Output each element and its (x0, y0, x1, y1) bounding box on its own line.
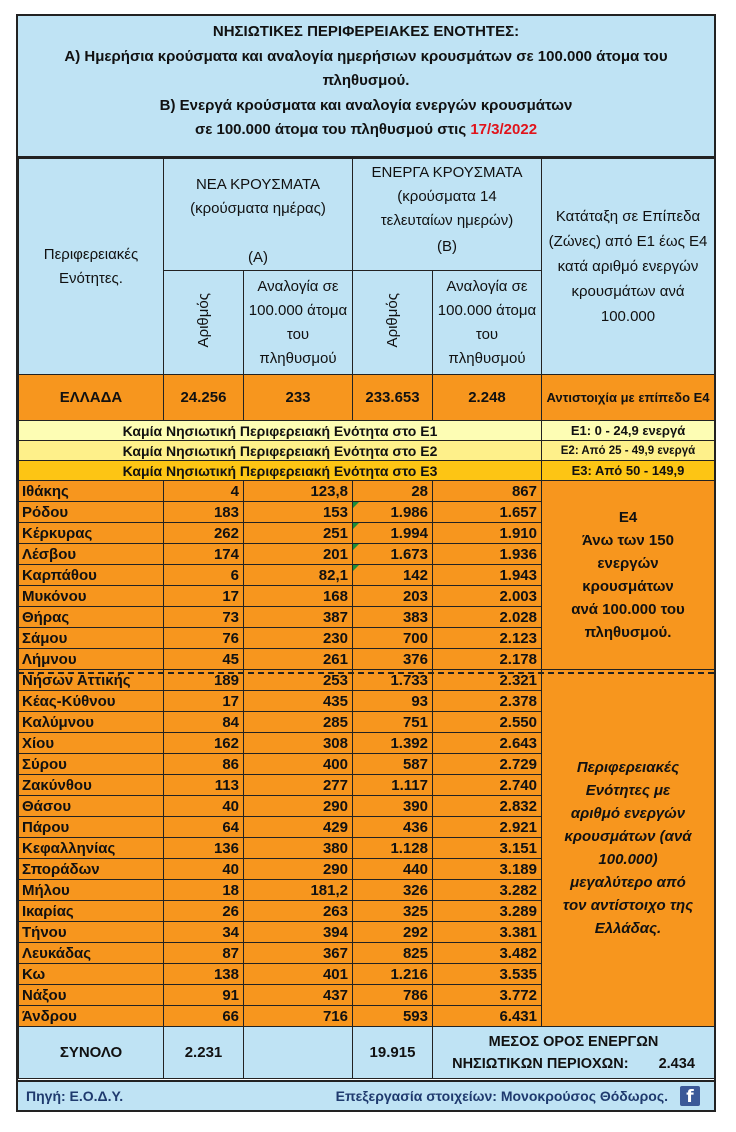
new-ratio-value: 437 (244, 985, 353, 1006)
new-cases-value: 45 (164, 649, 244, 670)
greece-active-ratio: 2.248 (433, 375, 542, 421)
new-ratio-value: 181,2 (244, 880, 353, 901)
new-cases-value: 183 (164, 502, 244, 523)
greece-name: ΕΛΛΑΔΑ (19, 375, 164, 421)
active-cases-value: 325 (353, 901, 433, 922)
level-row-e1 (19, 421, 715, 441)
new-cases-value: 17 (164, 586, 244, 607)
active-cases-value: 326 (353, 880, 433, 901)
active-ratio-value: 2.123 (433, 628, 542, 649)
region-name: Μήλου (19, 880, 164, 901)
new-cases-value: 40 (164, 859, 244, 880)
active-cases-value: 1.392 (353, 733, 433, 754)
total-active: 19.915 (353, 1027, 433, 1079)
active-cases-value: 93 (353, 691, 433, 712)
level-e1-range: Ε1: 0 - 24,9 ενεργά (542, 421, 715, 441)
new-cases-value: 73 (164, 607, 244, 628)
active-cases-value: 1.117 (353, 775, 433, 796)
comment-marker-icon (353, 523, 359, 529)
new-cases-value: 162 (164, 733, 244, 754)
total-new: 2.231 (164, 1027, 244, 1079)
region-name: Λευκάδας (19, 943, 164, 964)
active-cases-value: 593 (353, 1006, 433, 1027)
new-ratio-value: 201 (244, 544, 353, 565)
new-ratio-value: 429 (244, 817, 353, 838)
header-box (18, 16, 714, 158)
new-ratio-value: 230 (244, 628, 353, 649)
region-name: Κέρκυρας (19, 523, 164, 544)
col-region-header: Περιφερειακές Ενότητες. (19, 159, 164, 375)
active-cases-value: 587 (353, 754, 433, 775)
header-line-2: Α) Ημερήσια κρούσματα και αναλογία ημερήσιων κρουσμάτων σε 100.000 άτομα του (64, 47, 668, 65)
region-name: Θήρας (19, 607, 164, 628)
header-line-4: Β) Ενεργά κρούσματα και αναλογία ενεργών κρουσμάτων (159, 96, 573, 114)
footer-bar (18, 1080, 714, 1110)
region-name: Ικαρίας (19, 901, 164, 922)
active-cases-value: 376 (353, 649, 433, 670)
new-cases-value: 40 (164, 796, 244, 817)
col-zones-header: Κατάταξη σε Επίπεδα (Ζώνες) από Ε1 έως Ε4 κατά αριθμό ενεργών κρουσμάτων ανά 100.000 (542, 159, 715, 375)
average-line-2 (433, 1053, 714, 1075)
new-cases-value: 262 (164, 523, 244, 544)
active-cases-value: 390 (353, 796, 433, 817)
average-label-2: ΝΗΣΙΩΤΙΚΩΝ ΠΕΡΙΟΧΩΝ: (452, 1055, 629, 1072)
active-cases-value: 825 (353, 943, 433, 964)
new-ratio-value: 367 (244, 943, 353, 964)
new-ratio-value: 153 (244, 502, 353, 523)
active-ratio-value: 1.910 (433, 523, 542, 544)
average-active-box (433, 1027, 715, 1079)
new-cases-value: 66 (164, 1006, 244, 1027)
active-ratio-value: 2.550 (433, 712, 542, 733)
new-ratio-value: 277 (244, 775, 353, 796)
covid-islands-sheet (16, 14, 716, 1112)
comment-marker-icon (353, 502, 359, 508)
col-new-cases-header (164, 159, 353, 271)
active-ratio-value: 6.431 (433, 1006, 542, 1027)
region-name: Λήμνου (19, 649, 164, 670)
region-name: Καλύμνου (19, 712, 164, 733)
active-subtitle: (κρούσματα 14 τελευταίων ημερών) (380, 188, 514, 229)
active-ratio-value: 2.729 (433, 754, 542, 775)
cases-table (18, 158, 715, 1079)
region-name: Κεφαλληνίας (19, 838, 164, 859)
active-cases-value: 142 (353, 565, 433, 586)
level-row-e2 (19, 441, 715, 461)
new-cases-value: 26 (164, 901, 244, 922)
active-cases-value: 1.733 (353, 670, 433, 691)
active-ratio-value: 2.178 (433, 649, 542, 670)
region-name: Νήσων Αττικής (19, 670, 164, 691)
region-name: Λέσβου (19, 544, 164, 565)
region-name: Χίου (19, 733, 164, 754)
greece-average-divider (18, 672, 714, 674)
active-cases-value: 203 (353, 586, 433, 607)
new-cases-value: 76 (164, 628, 244, 649)
new-ratio-value: 168 (244, 586, 353, 607)
active-ratio-header: Αναλογία σε 100.000 άτομα του πληθυσμού (433, 271, 542, 375)
new-cases-subtitle: (κρούσματα ημέρας) (190, 200, 326, 217)
header-line-1: ΝΗΣΙΩΤΙΚΕΣ ΠΕΡΙΦΕΡΕΙΑΚΕΣ ΕΝΟΤΗΤΕΣ: (212, 23, 520, 40)
level-row-e3 (19, 461, 715, 481)
region-name: Σύρου (19, 754, 164, 775)
facebook-icon[interactable]: f (680, 1086, 700, 1106)
active-ratio-value: 2.921 (433, 817, 542, 838)
above-greece-note: Περιφερειακές Ενότητες με αριθμό ενεργών κρουσμάτων (ανά 100.000) μεγαλύτερο από τον αντίστοιχο της Ελλάδας. (542, 670, 715, 1027)
active-ratio-value: 3.282 (433, 880, 542, 901)
group-b-label: (Β) (437, 238, 457, 255)
new-ratio-value: 380 (244, 838, 353, 859)
new-cases-value: 86 (164, 754, 244, 775)
active-cases-value: 751 (353, 712, 433, 733)
new-ratio-value: 253 (244, 670, 353, 691)
new-cases-value: 113 (164, 775, 244, 796)
new-cases-value: 136 (164, 838, 244, 859)
active-ratio-value: 2.321 (433, 670, 542, 691)
active-ratio-value: 867 (433, 481, 542, 502)
new-ratio-value: 82,1 (244, 565, 353, 586)
active-ratio-value: 3.289 (433, 901, 542, 922)
header-line-5 (18, 118, 714, 143)
greece-level-note: Αντιστοιχία με επίπεδο Ε4 (542, 375, 715, 421)
active-cases-value: 440 (353, 859, 433, 880)
new-cases-value: 34 (164, 922, 244, 943)
new-cases-value: 87 (164, 943, 244, 964)
new-ratio-value: 251 (244, 523, 353, 544)
new-cases-value: 64 (164, 817, 244, 838)
active-ratio-value: 1.943 (433, 565, 542, 586)
footer-source: Πηγή: Ε.Ο.Δ.Υ. (26, 1088, 124, 1104)
active-cases-value: 28 (353, 481, 433, 502)
new-ratio-value: 387 (244, 607, 353, 628)
new-ratio-value: 290 (244, 796, 353, 817)
level-e3-range: Ε3: Από 50 - 149,9 (542, 461, 715, 481)
active-cases-value: 1.994 (353, 523, 433, 544)
active-ratio-value: 2.028 (433, 607, 542, 628)
total-label: ΣΥΝΟΛΟ (19, 1027, 164, 1079)
active-ratio-value: 2.378 (433, 691, 542, 712)
region-name: Νάξου (19, 985, 164, 1006)
region-name: Θάσου (19, 796, 164, 817)
region-name: Άνδρου (19, 1006, 164, 1027)
active-ratio-value: 2.003 (433, 586, 542, 607)
new-cases-value: 189 (164, 670, 244, 691)
region-name: Ιθάκης (19, 481, 164, 502)
new-ratio-value: 285 (244, 712, 353, 733)
active-ratio-value: 1.657 (433, 502, 542, 523)
greece-row (19, 375, 715, 421)
region-name: Σάμου (19, 628, 164, 649)
new-cases-value: 18 (164, 880, 244, 901)
region-name: Πάρου (19, 817, 164, 838)
new-ratio-value: 394 (244, 922, 353, 943)
level-e2-text: Καμία Νησιωτική Περιφερειακή Ενότητα στο Ε2 (19, 441, 542, 461)
greece-new-ratio: 233 (244, 375, 353, 421)
new-cases-value: 138 (164, 964, 244, 985)
active-ratio-value: 2.643 (433, 733, 542, 754)
e4-note-title: Ε4 (618, 509, 638, 526)
active-ratio-value: 1.936 (433, 544, 542, 565)
active-title: ΕΝΕΡΓΑ ΚΡΟΥΣΜΑΤΑ (371, 164, 523, 181)
greece-new: 24.256 (164, 375, 244, 421)
new-cases-value: 91 (164, 985, 244, 1006)
comment-marker-icon (353, 544, 359, 550)
active-ratio-value: 2.740 (433, 775, 542, 796)
new-number-label: Αριθμός (195, 292, 212, 348)
active-ratio-value: 3.151 (433, 838, 542, 859)
active-cases-value: 786 (353, 985, 433, 1006)
group-a-label: (Α) (248, 249, 268, 266)
active-ratio-value: 2.832 (433, 796, 542, 817)
total-new-ratio (244, 1027, 353, 1079)
e4-note-text: Άνω των 150 ενεργών κρουσμάτων ανά 100.000 του πληθυσμού. (571, 532, 685, 641)
new-cases-value: 84 (164, 712, 244, 733)
e4-note (542, 481, 715, 670)
active-cases-value: 1.128 (353, 838, 433, 859)
new-cases-title: ΝΕΑ ΚΡΟΥΣΜΑΤΑ (195, 176, 321, 193)
active-cases-value: 1.216 (353, 964, 433, 985)
level-e3-text: Καμία Νησιωτική Περιφερειακή Ενότητα στο Ε3 (19, 461, 542, 481)
region-name: Καρπάθου (19, 565, 164, 586)
new-ratio-value: 435 (244, 691, 353, 712)
new-ratio-value: 261 (244, 649, 353, 670)
active-ratio-value: 3.189 (433, 859, 542, 880)
region-name: Κέας-Κύθνου (19, 691, 164, 712)
new-cases-value: 17 (164, 691, 244, 712)
new-cases-value: 4 (164, 481, 244, 502)
level-e1-text: Καμία Νησιωτική Περιφερειακή Ενότητα στο Ε1 (19, 421, 542, 441)
new-cases-value: 174 (164, 544, 244, 565)
comment-marker-icon (353, 565, 359, 571)
active-ratio-value: 3.381 (433, 922, 542, 943)
new-ratio-value: 400 (244, 754, 353, 775)
active-number-header (353, 271, 433, 375)
new-ratio-header: Αναλογία σε 100.000 άτομα του πληθυσμού (244, 271, 353, 375)
active-cases-value: 1.673 (353, 544, 433, 565)
active-ratio-value: 3.482 (433, 943, 542, 964)
active-cases-value: 700 (353, 628, 433, 649)
new-number-header (164, 271, 244, 375)
header-date: 17/3/2022 (470, 121, 538, 138)
active-number-label: Αριθμός (384, 292, 401, 348)
new-ratio-value: 123,8 (244, 481, 353, 502)
table-row (19, 481, 715, 502)
new-cases-value: 6 (164, 565, 244, 586)
active-ratio-value: 3.535 (433, 964, 542, 985)
region-name: Μυκόνου (19, 586, 164, 607)
active-cases-value: 436 (353, 817, 433, 838)
col-active-header (353, 159, 542, 271)
active-ratio-value: 3.772 (433, 985, 542, 1006)
level-e2-range: Ε2: Από 25 - 49,9 ενεργά (542, 441, 715, 461)
header-line-5-text: σε 100.000 άτομα του πληθυσμού στις (194, 121, 467, 138)
footer-processing: Επεξεργασία στοιχείων: Μονοκρούσος Θόδωρος. (335, 1088, 668, 1104)
region-name: Ρόδου (19, 502, 164, 523)
active-cases-value: 292 (353, 922, 433, 943)
active-cases-value: 1.986 (353, 502, 433, 523)
new-ratio-value: 290 (244, 859, 353, 880)
average-value: 2.434 (658, 1055, 695, 1072)
active-cases-value: 383 (353, 607, 433, 628)
new-ratio-value: 308 (244, 733, 353, 754)
new-ratio-value: 263 (244, 901, 353, 922)
greece-active: 233.653 (353, 375, 433, 421)
region-name: Ζακύνθου (19, 775, 164, 796)
region-name: Σποράδων (19, 859, 164, 880)
average-label-1: ΜΕΣΟΣ ΟΡΟΣ ΕΝΕΡΓΩΝ (488, 1033, 659, 1050)
new-ratio-value: 401 (244, 964, 353, 985)
total-row (19, 1027, 715, 1079)
new-ratio-value: 716 (244, 1006, 353, 1027)
region-name: Τήνου (19, 922, 164, 943)
region-name: Κω (19, 964, 164, 985)
header-line-3: πληθυσμού. (322, 72, 410, 89)
